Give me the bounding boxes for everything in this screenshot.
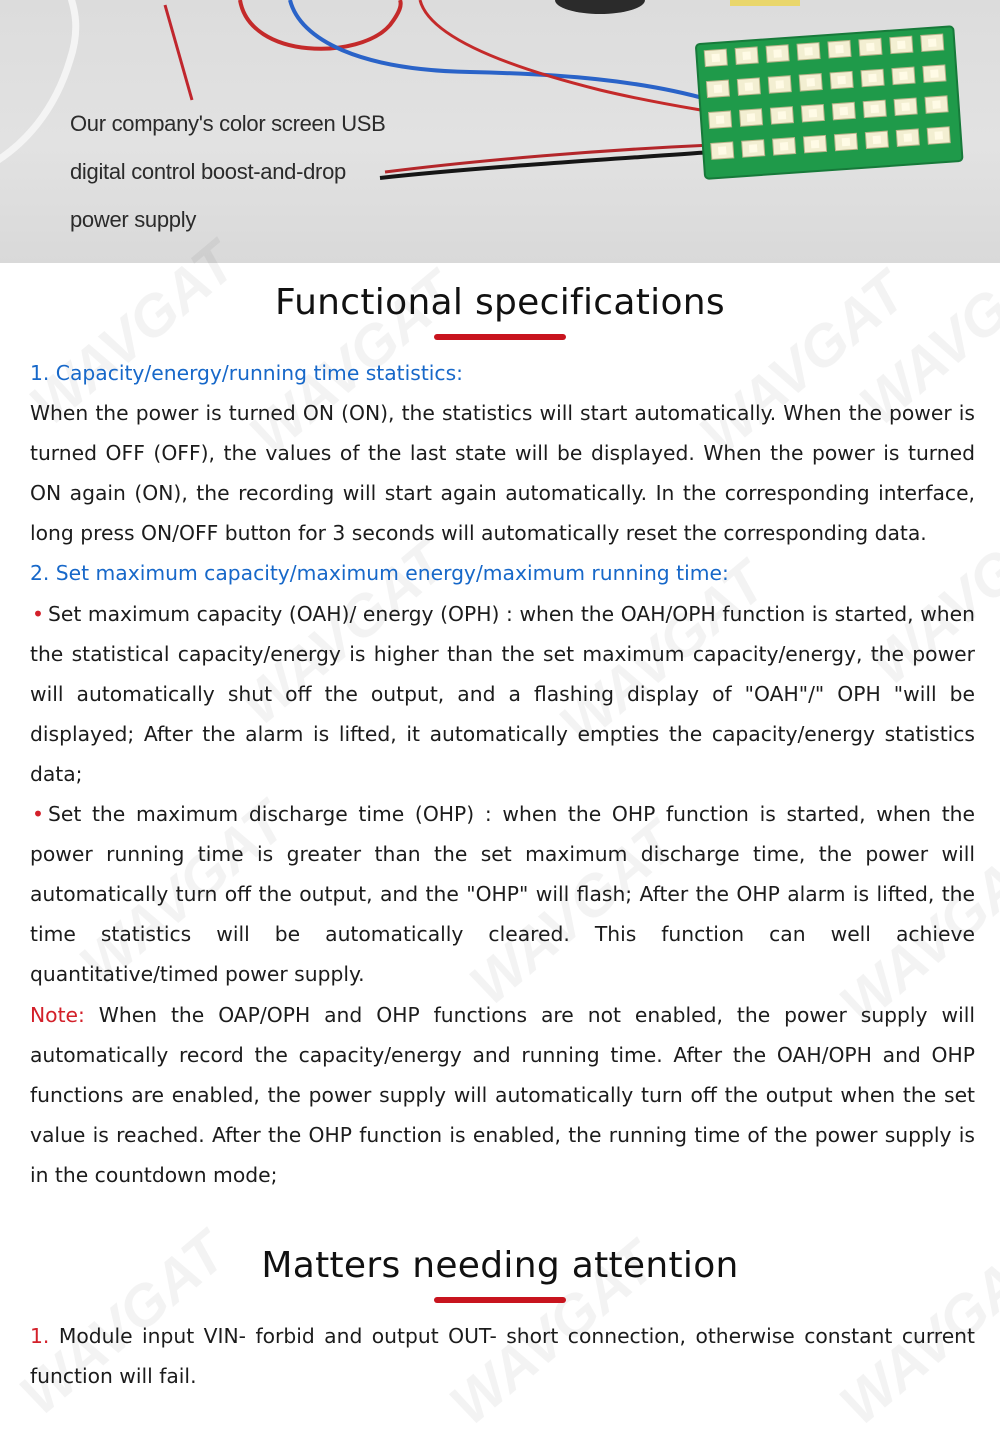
title-underline (434, 1297, 566, 1303)
bullet-text: Set the maximum discharge time (OHP) : when the OHP function is started, when the power running time is greater than the set maximum discharge time, the power will automatically turn off the output, and the "OHP" will flash; After the OHP alarm is lifted, the time statistics will be automatically cleared. This function can well achieve quantitative/timed power supply. (30, 802, 975, 987)
led-chip-core (932, 100, 941, 109)
led-chip-core (835, 45, 844, 54)
led-chip-core (773, 49, 782, 58)
led-chip-core (928, 38, 937, 47)
led-chip-core (873, 136, 882, 145)
led-chip-core (718, 146, 727, 155)
item2-heading: 2. Set maximum capacity/maximum energy/maximum running time: (30, 561, 729, 586)
led-chip-core (870, 105, 879, 114)
note-text: When the OAP/OPH and OHP functions are not enabled, the power supply will automatically record the capacity/energy and running time. After the OAH/OPH and OHP functions are enabled, the power supply will automatically turn off the output when the set value is reached. After the OHP function is enabled, the running time of the power supply is in the countdown mode; (30, 1002, 975, 1187)
led-chip-core (776, 80, 785, 89)
led-chip-core (804, 47, 813, 56)
led-chip-core (901, 102, 910, 111)
attention-item-text: Module input VIN- forbid and output OUT- short connection, otherwise constant current function will fail. (30, 1324, 975, 1389)
bullet-item-max-capacity (30, 594, 975, 794)
bullet-icon: • (32, 601, 44, 626)
led-chip-core (811, 140, 820, 149)
bullet-text: Set maximum capacity (OAH)/ energy (OPH) : when the OAH/OPH function is started, when the statistical capacity/energy is higher than the set maximum capacity/energy, the power will automatically shut off the output, and a flashing display of "OAH"/" OPH "will be displayed; After the alarm is lifted, it automatically empties the capacity/energy statistics data; (30, 601, 975, 786)
led-chip-core (749, 144, 758, 153)
led-chip-core (716, 115, 725, 124)
attention-item-number: 1. (30, 1324, 50, 1348)
led-chip-core (712, 54, 721, 63)
led-chip-core (934, 131, 943, 140)
photo-caption-line: Our company's color screen USB (70, 111, 386, 136)
functional-specifications-title: Functional specifications (275, 282, 725, 323)
item1-text: When the power is turned ON (ON), the statistics will start automatically. When the power is turned OFF (OFF), the values of the last state will be displayed. When the power is turned ON again (ON), the recording will start again automatically. In the corresponding interface, long press ON/OFF button for 3 seconds will automatically reset the corresponding data. (30, 401, 975, 546)
photo-caption-line: digital control boost-and-drop (70, 159, 346, 184)
led-chip-core (714, 85, 723, 94)
led-chip-core (745, 82, 754, 91)
led-chip-core (780, 142, 789, 151)
led-chip-core (899, 72, 908, 81)
led-chip-core (747, 113, 756, 122)
attention-item-1 (30, 1316, 975, 1396)
led-chip-core (742, 51, 751, 60)
matters-needing-attention-title: Matters needing attention (261, 1245, 739, 1286)
note-paragraph (30, 995, 975, 1195)
functional-specifications-body (30, 353, 975, 1195)
item1-heading: 1. Capacity/energy/running time statistics: (30, 361, 463, 385)
led-chip-core (842, 138, 851, 147)
led-chip-core (868, 74, 877, 83)
photo-caption-line: power supply (70, 207, 197, 232)
note-label: Note: (30, 1002, 85, 1027)
led-chip-core (809, 109, 818, 118)
led-chip-core (930, 69, 939, 78)
led-chip-core (778, 111, 787, 120)
led-chip-core (897, 41, 906, 50)
product-photo (0, 0, 1000, 263)
photo-caption (70, 100, 490, 244)
led-chip-core (840, 107, 849, 116)
title-underline (434, 334, 566, 340)
led-chip-core (806, 78, 815, 87)
bullet-icon: • (32, 802, 44, 827)
led-chip-core (904, 133, 913, 142)
matters-needing-attention-body (30, 1316, 975, 1396)
led-chip-core (837, 76, 846, 85)
led-chip-core (866, 43, 875, 52)
bullet-item-max-discharge-time (30, 794, 975, 994)
